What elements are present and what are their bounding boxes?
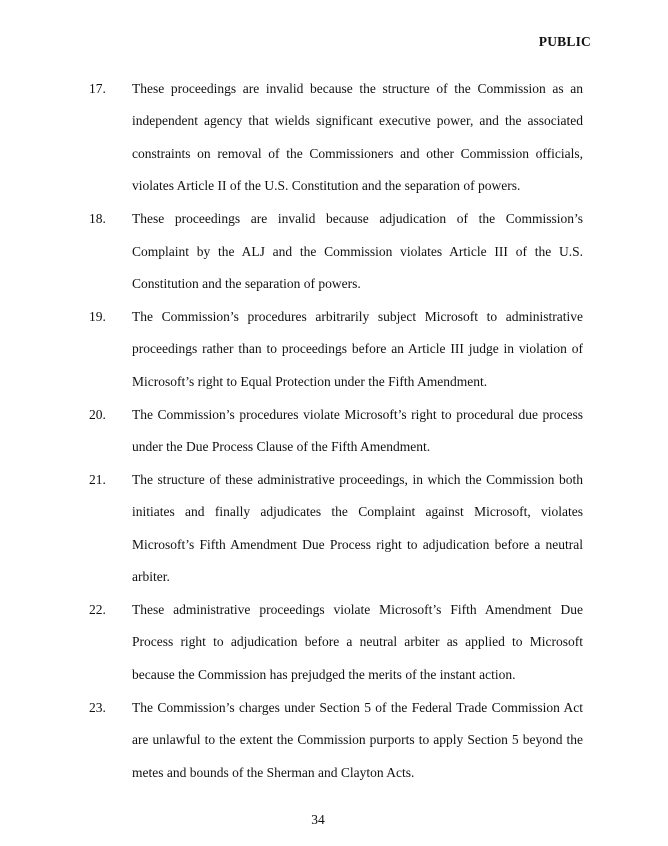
paragraph-number: 22. — [89, 602, 106, 617]
paragraph-20 — [0, 399, 668, 464]
paragraph-number: 20. — [89, 406, 106, 422]
paragraph-19 — [0, 301, 668, 398]
paragraph-number: 19. — [89, 308, 106, 324]
paragraph-18 — [0, 203, 668, 300]
paragraph-number: 21. — [89, 471, 106, 487]
numbered-paragraph-list — [0, 73, 668, 789]
paragraph-22 — [0, 594, 668, 691]
paragraph-text: These administrative proceedings violate Microsoft’s Fifth Amendment Due Process right to adjudication before a neutral arbiter as applied to Microsoft because the Commission has prejudged the merits of the instant action. — [132, 602, 583, 682]
paragraph-text: These proceedings are invalid because adjudication of the Commission’s Complaint by the ALJ and the Commission violates Article III of the U.S. Constitution and the separation of powers. — [132, 211, 583, 291]
paragraph-number: 18. — [89, 211, 106, 227]
paragraph-number: 17. — [89, 81, 106, 96]
public-label: PUBLIC — [538, 34, 591, 49]
paragraph-text: The structure of these administrative proceedings, in which the Commission both initiates and finally adjudicates the Complaint against Microsoft, violates Microsoft’s Fifth Amendment Due Process right to adjudication before a neutral arbiter. — [132, 471, 583, 585]
paragraph-number: 23. — [89, 699, 106, 715]
paragraph-text: The Commission’s charges under Section 5 of the Federal Trade Commission Act are unlawful to the extent the Commission purports to apply Section 5 beyond the metes and bounds of the Sherman and Clayton Acts. — [132, 699, 583, 780]
paragraph-text: The Commission’s procedures arbitrarily subject Microsoft to administrative proceedings rather than to proceedings before an Article III judge in violation of Microsoft’s right to Equal Protection under the Fifth Amendment. — [132, 308, 583, 389]
paragraph-21 — [0, 464, 668, 594]
paragraph-text: The Commission’s procedures violate Microsoft’s right to procedural due process under the Due Process Clause of the Fifth Amendment. — [132, 406, 583, 454]
page-number: 34 — [311, 812, 325, 827]
paragraph-23 — [0, 692, 668, 789]
paragraph-17 — [0, 73, 668, 203]
paragraph-text: These proceedings are invalid because the structure of the Commission as an independent agency that wields significant executive power, and the associated constraints on removal of the Commissioners and other Commission officials, violates Article II of the U.S. Constitution and the separation of powers. — [132, 81, 583, 194]
